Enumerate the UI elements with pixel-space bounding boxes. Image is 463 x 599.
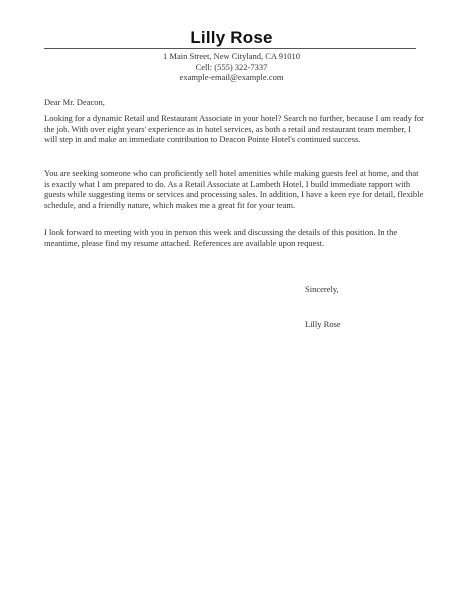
contact-block (0, 51, 463, 83)
body-paragraph-1: Looking for a dynamic Retail and Restaurant Associate in your hotel? Search no further, because I am ready for the job. With over eight years' experience as in hotel services, as both a retail and restaurant team member, I will step in and make an immediate contribution to Deacon Pointe Hotel's continued success. (44, 113, 424, 145)
body-paragraph-2: You are seeking someone who can proficiently sell hotel amenities while making guests feel at home, and that is exactly what I am prepared to do. As a Retail Associate at Lambeth Hotel, I build immediate rapport with guests while suggesting items or services and processing sales. In addition, I have a keen eye for detail, flexible schedule, and a friendly nature, which makes me a great fit for your team. (44, 168, 424, 210)
closing: Sincerely, (305, 284, 339, 294)
address-line: 1 Main Street, New Cityland, CA 91010 (163, 51, 300, 61)
email-line: example-email@example.com (179, 72, 284, 82)
header-divider (44, 48, 416, 49)
applicant-name: Lilly Rose (190, 28, 273, 47)
salutation: Dear Mr. Deacon, (44, 97, 105, 107)
signature-name: Lilly Rose (305, 319, 341, 329)
phone-line: Cell: (555) 322-7337 (195, 61, 268, 72)
body-paragraph-3: I look forward to meeting with you in person this week and discussing the details of this position. In the meantime, please find my resume attached. References are available upon request. (44, 227, 398, 248)
